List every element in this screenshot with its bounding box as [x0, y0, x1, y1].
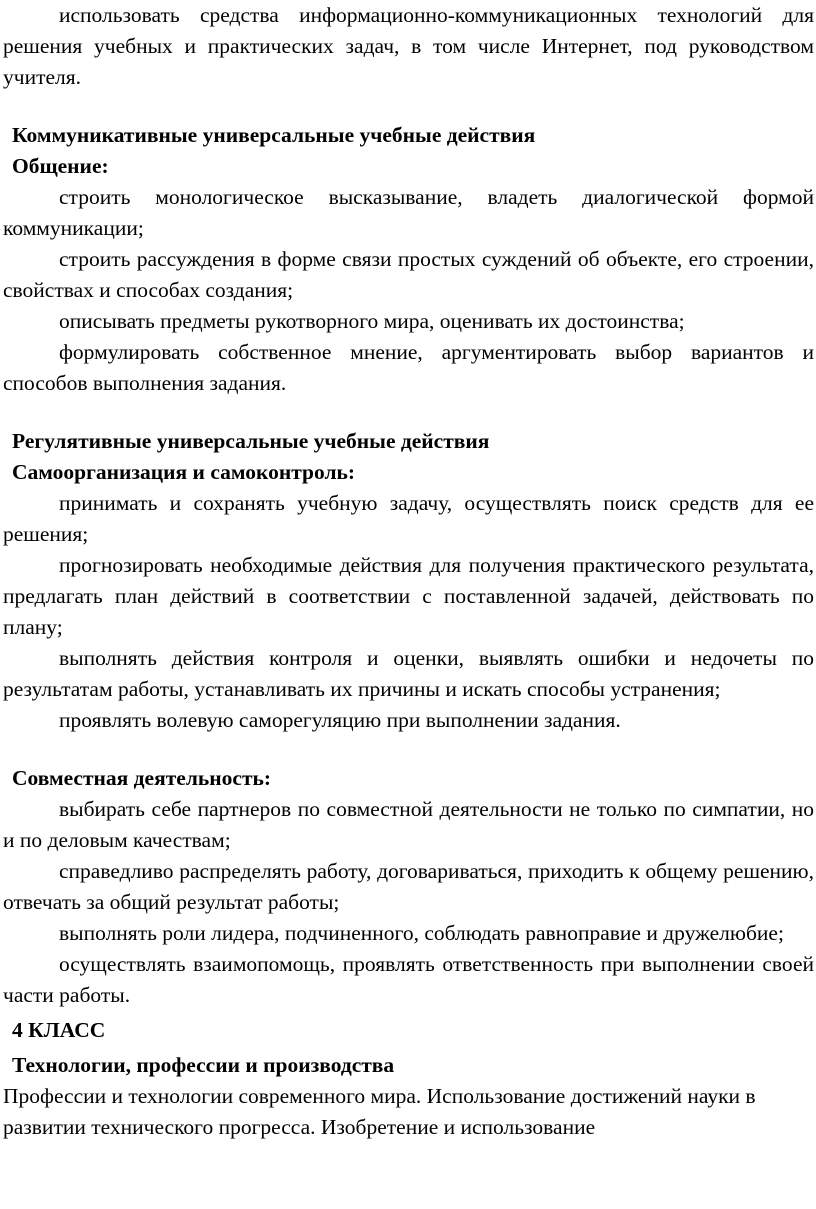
paragraph-distribute-work: справедливо распределять работу, договариваться, приходить к общему решению, отвечать за общий результат работы; [3, 859, 814, 914]
heading-regulatory-actions: Регулятивные универсальные учебные действия [12, 429, 490, 453]
spacer [0, 736, 816, 763]
paragraph-ict-usage: использовать средства информационно-коммуникационных технологий для решения учебных и практических задач, в том числе Интернет, под руководством учителя. [3, 3, 814, 89]
paragraph-professions-modern-world: Профессии и технологии современного мира. Использование достижений науки в развитии технического прогресса. Изобретение и использование [3, 1084, 756, 1139]
paragraph-leader-roles: выполнять роли лидера, подчиненного, соблюдать равноправие и дружелюбие; [59, 921, 784, 945]
paragraph-formulate-opinion: формулировать собственное мнение, аргументировать выбор вариантов и способов выполнения задания. [3, 340, 814, 395]
heading-self-organization: Самоорганизация и самоконтроль: [12, 460, 356, 484]
paragraph-choose-partners: выбирать себе партнеров по совместной деятельности не только по симпатии, но и по деловым качествам; [3, 797, 814, 852]
heading-joint-activity: Совместная деятельность: [12, 766, 272, 790]
paragraph-forecast-actions: прогнозировать необходимые действия для получения практического результата, предлагать план действий в соответствии с поставленной задачей, действовать по плану; [3, 553, 814, 639]
paragraph-reasoning: строить рассуждения в форме связи простых суждений об объекте, его строении, свойствах и способах создания; [3, 247, 814, 302]
paragraph-control-actions: выполнять действия контроля и оценки, выявлять ошибки и недочеты по результатам работы, устанавливать их причины и искать способы устранения; [3, 646, 814, 701]
paragraph-accept-task: принимать и сохранять учебную задачу, осуществлять поиск средств для ее решения; [3, 491, 814, 546]
paragraph-monologue: строить монологическое высказывание, владеть диалогической формой коммуникации; [3, 185, 814, 240]
heading-technologies-professions: Технологии, профессии и производства [12, 1053, 395, 1077]
paragraph-self-regulation: проявлять волевую саморегуляцию при выполнении задания. [59, 708, 621, 732]
heading-grade-4: 4 КЛАСС [12, 1018, 106, 1042]
heading-communication: Общение: [12, 154, 109, 178]
spacer [0, 93, 816, 120]
paragraph-mutual-help: осуществлять взаимопомощь, проявлять ответственность при выполнении своей части работы. [3, 952, 814, 1007]
heading-communicative-actions: Коммуникативные универсальные учебные действия [12, 123, 536, 147]
paragraph-describe-objects: описывать предметы рукотворного мира, оценивать их достоинства; [59, 309, 685, 333]
spacer [0, 399, 816, 426]
